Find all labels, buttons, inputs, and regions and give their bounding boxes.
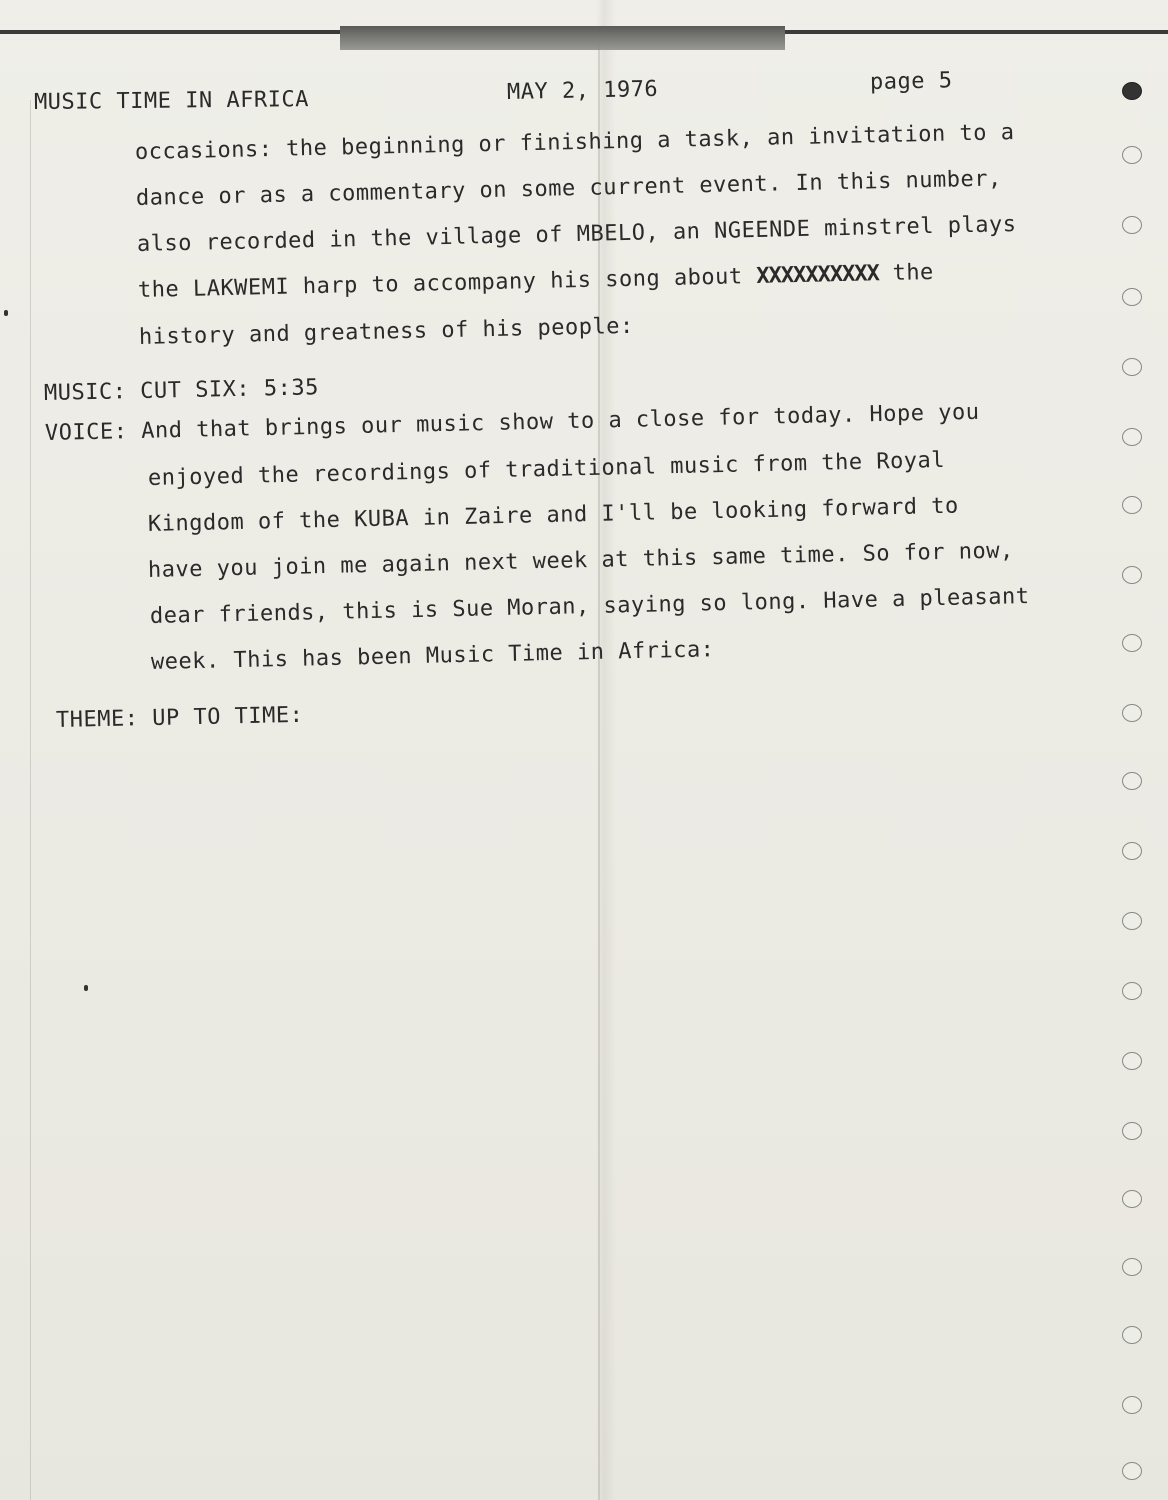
music-cue	[44, 375, 319, 406]
binder-hole-icon	[1122, 772, 1142, 790]
binder-hole-icon	[1122, 566, 1142, 584]
voice-label: VOICE:	[44, 419, 128, 446]
binder-hole-icon	[1122, 1122, 1142, 1140]
binder-hole-icon	[1122, 1190, 1142, 1208]
binder-hole-icon	[1122, 704, 1142, 722]
binder-hole-icon	[1122, 842, 1142, 860]
music-cue-text: CUT SIX: 5:35	[139, 375, 320, 404]
voice-line: And that brings our music show to a close for today. Hope you	[140, 399, 980, 444]
binder-hole-icon	[1122, 428, 1142, 446]
page-number: page 5	[869, 68, 953, 95]
body-line-text: the LAKWEMI harp to accompany his song about	[137, 264, 743, 303]
struck-out-text: XXXXXXXXXX	[756, 261, 880, 289]
body-line: also recorded in the village of MBELO, an NGEENDE minstrel plays	[136, 212, 1017, 257]
body-line: occasions: the beginning or finishing a task, an invitation to a	[134, 120, 1015, 165]
left-margin-edge	[30, 100, 31, 1500]
binder-hole-icon	[1122, 82, 1142, 100]
binder-hole-icon	[1122, 912, 1142, 930]
body-line: history and greatness of his people:	[138, 313, 634, 350]
body-line: dance or as a commentary on some current event. In this number,	[135, 166, 1003, 211]
theme-cue-text: UP TO TIME:	[151, 702, 304, 731]
binder-hole-icon	[1122, 1052, 1142, 1070]
voice-line: week. This has been Music Time in Africa:	[150, 637, 715, 675]
voice-line: enjoyed the recordings of traditional music from the Royal	[147, 447, 946, 491]
voice-cue	[45, 400, 980, 446]
music-label: MUSIC:	[43, 379, 127, 406]
body-line	[138, 260, 934, 303]
voice-line: have you join me again next week at this same time. So for now,	[147, 538, 1015, 583]
binder-hole-icon	[1122, 1326, 1142, 1344]
tape-strip	[340, 26, 785, 50]
binder-hole-icon	[1122, 634, 1142, 652]
binder-hole-icon	[1122, 146, 1142, 164]
paper-fold	[598, 40, 600, 1500]
body-line-end: the	[892, 259, 935, 286]
binder-hole-icon	[1122, 358, 1142, 376]
binder-hole-icon	[1122, 982, 1142, 1000]
ink-speck	[84, 985, 88, 991]
binder-hole-icon	[1122, 1462, 1142, 1480]
binder-hole-icon	[1122, 288, 1142, 306]
broadcast-date: MAY 2, 1976	[506, 76, 659, 105]
theme-cue	[56, 703, 304, 733]
program-title: MUSIC TIME IN AFRICA	[33, 87, 310, 115]
binder-hole-icon	[1122, 496, 1142, 514]
theme-label: THEME:	[55, 706, 139, 733]
voice-line: dear friends, this is Sue Moran, saying so long. Have a pleasant	[149, 584, 1030, 629]
binder-hole-icon	[1122, 1396, 1142, 1414]
voice-line: Kingdom of the KUBA in Zaire and I'll be looking forward to	[147, 493, 960, 537]
binder-hole-icon	[1122, 1258, 1142, 1276]
binder-hole-icon	[1122, 216, 1142, 234]
ink-speck	[4, 310, 8, 316]
